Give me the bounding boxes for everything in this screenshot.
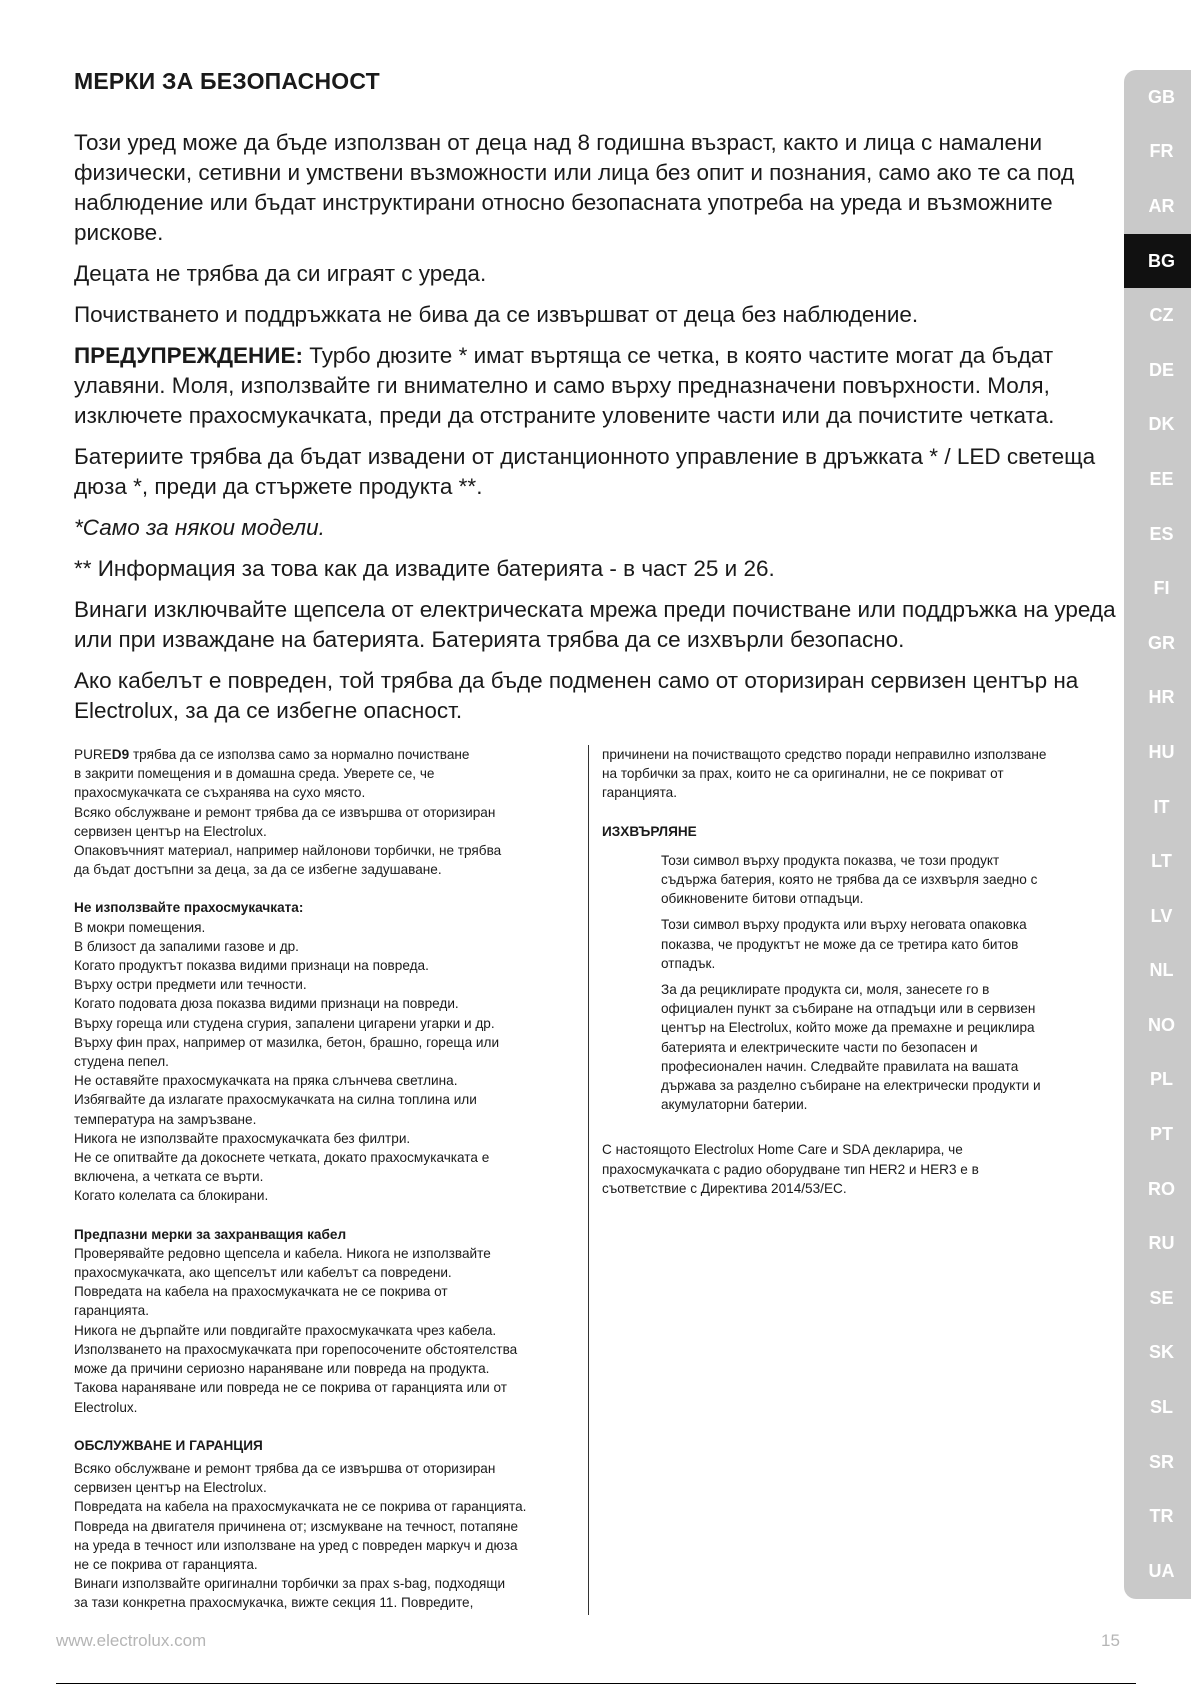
text-line: включена, а четката се върти. (74, 1169, 264, 1185)
do-not-use-list (74, 918, 579, 1206)
text-line: Повредата на кабела на прахосмукачката не се покрива от (74, 1284, 448, 1300)
language-tab-sk[interactable]: SK (1148, 1342, 1174, 1363)
text-line: не се покрива от гаранцията. (74, 1556, 258, 1572)
cable-precautions-list (74, 1244, 579, 1417)
text-line: Такова нараняване или повреда не се покрива от гаранцията или от (74, 1380, 508, 1396)
text-line: студена пепел. (74, 1054, 169, 1070)
language-tab-bg[interactable]: BG (1124, 234, 1191, 289)
page-title: МЕРКИ ЗА БЕЗОПАСНОСТ (74, 68, 380, 94)
text-line: С настоящото Electrolux Home Care и SDA декларира, че (602, 1142, 963, 1158)
text-line: обикновените битови отпадъци. (661, 891, 864, 907)
text-line: Опаковъчният материал, например найлонови торбички, не трябва (74, 843, 502, 859)
text-line: да бъдат достъпни за деца, за да се избегне задушаване. (74, 862, 442, 878)
text-line: може да причини сериозно нараняване или повреда на продукта. (74, 1361, 490, 1377)
intro-paragraph: Батериите трябва да бъдат извадени от дистанционното управление в дръжката * / LED светеща дюза *, преди да стържете продукта **. (74, 444, 1096, 499)
warning-text: Турбо дюзите * имат въртяща се четка, в която частите могат да бъдат улавяни. Моля, използвайте ги внимателно и само върху предназначени повърхности. Моля, изключете прахосмукачката, преди да отстраните уловените части или да почистите четката. (74, 343, 1055, 428)
declaration-text (602, 1140, 1102, 1198)
text-line: Повредата на кабела на прахосмукачката не се покрива от гаранцията. (74, 1499, 527, 1515)
section-heading: Не използвайте прахосмукачката: (74, 900, 304, 916)
text-line: Този символ върху продукта или върху неговата опаковка (661, 917, 1027, 933)
text-line: Всяко обслужване и ремонт трябва да се извършва от оторизиран (74, 804, 496, 820)
text-line: гаранцията. (602, 785, 677, 801)
right-column (602, 745, 1102, 1198)
models-note: *Само за някои модели. (74, 515, 325, 540)
text-line: показва, че продуктът не може да се третира като битов (661, 936, 1019, 952)
warranty-continued (602, 745, 1102, 803)
text-line: на торбички за прах, които не са оригинални, не се покриват от (602, 766, 1004, 782)
column-divider (588, 745, 589, 1615)
text-line: Използването на прахосмукачката при горепосочените обстоятелства (74, 1341, 518, 1357)
intro-paragraph: Този уред може да бъде използван от деца над 8 годишна възраст, както и лица с намалени физически, сетивни и умствени възможности или лица без опит и познания, само ако те са под наблюдение или бъдат инструктирани относно безопасната употреба на уреда и възможните рискове. (74, 130, 1075, 245)
left-column (74, 745, 579, 1613)
language-tab-ee[interactable]: EE (1149, 468, 1174, 489)
text-line: Винаги използвайте оригинални торбички за прах s-bag, подходящи (74, 1576, 506, 1592)
warning-label: ПРЕДУПРЕЖДЕНИЕ: (74, 343, 303, 368)
text-line: Никога не дърпайте или повдигайте прахосмукачката чрез кабела. (74, 1322, 497, 1338)
text-line: отпадък. (661, 955, 716, 971)
brand-model: D9 (111, 747, 130, 762)
text-line: Не оставяйте прахосмукачката на пряка слънчева светлина. (74, 1073, 458, 1089)
language-tab-ru[interactable]: RU (1148, 1233, 1175, 1254)
text-line: Всяко обслужване и ремонт трябва да се извършва от оторизиран (74, 1460, 496, 1476)
section-heading: ОБСЛУЖВАНЕ И ГАРАНЦИЯ (74, 1437, 263, 1453)
language-tab-hr[interactable]: HR (1148, 687, 1175, 708)
text-line: акумулаторни батерии. (661, 1097, 808, 1113)
intro-paragraph: Децата не трябва да си играят с уреда. (74, 261, 487, 286)
intro-paragraph: Почистването и поддръжката не бива да се извършват от деца без наблюдение. (74, 302, 919, 327)
language-tab-pt[interactable]: PT (1149, 1124, 1173, 1145)
page-number: 15 (1101, 1631, 1120, 1650)
language-tab-fr[interactable]: FR (1149, 141, 1174, 162)
text-line: Electrolux. (74, 1399, 138, 1415)
text-line-rest: трябва да се използва само за нормално почистване (129, 747, 470, 762)
section-heading: ИЗХВЪРЛЯНЕ (602, 823, 697, 839)
text-line: В близост да запалими газове и др. (74, 938, 299, 954)
language-tab-lt[interactable]: LT (1151, 851, 1172, 872)
language-tab-pl[interactable]: PL (1149, 1069, 1173, 1090)
text-line: батерията и електрическите части по безопасен и (661, 1039, 978, 1055)
text-line: Когато продуктът показва видими признаци на повреда. (74, 958, 429, 974)
language-tab-es[interactable]: ES (1149, 523, 1174, 544)
text-line: Избягвайте да излагате прахосмукачката на силна топлина или (74, 1092, 477, 1108)
text-line: Върху остри предмети или течности. (74, 977, 307, 993)
text-line (74, 745, 579, 764)
intro-paragraph: Винаги изключвайте щепсела от електрическата мрежа преди почистване или поддръжка на уреда или при изваждане на батерията. Батерията трябва да се изхвърли безопасно. (74, 597, 1116, 652)
text-line: в закрити помещения и в домашна среда. Уверете се, че (74, 766, 435, 782)
language-tab-ua[interactable]: UA (1148, 1560, 1175, 1581)
text-line: официален пункт за събиране на отпадъци или в сервизен (661, 1001, 1036, 1017)
language-tab-tr[interactable]: TR (1149, 1506, 1174, 1527)
brand-prefix: PURE (74, 747, 112, 762)
text-line: Върху гореща или студена сгурия, запалени цигарени угарки и др. (74, 1015, 495, 1031)
text-line: на уреда в течност или използване на уред с повреден маркуч и дюза (74, 1537, 518, 1553)
text-line: Повреда на двигателя причинена от; изсмукване на течност, потапяне (74, 1518, 519, 1534)
language-tab-ro[interactable]: RO (1148, 1178, 1175, 1199)
text-line: съдържа батерия, която не трябва да се изхвърля заедно с (661, 872, 1038, 888)
intro-section (74, 128, 1119, 737)
language-tab-ar[interactable]: AR (1148, 195, 1175, 216)
language-tab-lv[interactable]: LV (1150, 905, 1173, 926)
intro-paragraph: ** Информация за това как да извадите батерията - в част 25 и 26. (74, 556, 775, 581)
language-tab-no[interactable]: NO (1148, 1014, 1175, 1035)
text-line: Когато подовата дюза показва видими признаци на повреди. (74, 996, 459, 1012)
text-line: сервизен център на Electrolux. (74, 1480, 267, 1496)
language-tab-dk[interactable]: DK (1148, 414, 1175, 435)
text-line: Никога не използвайте прахосмукачката без филтри. (74, 1130, 411, 1146)
intro-paragraph: Ако кабелът е повреден, той трябва да бъде подменен само от оторизиран сервизен център на Electrolux, за да се избегне опасност. (74, 668, 1079, 723)
warning-paragraph (74, 341, 1119, 431)
language-tab-fi[interactable]: FI (1153, 578, 1170, 599)
language-tab-de[interactable]: DE (1148, 359, 1174, 380)
text-line: Този символ върху продукта показва, че този продукт (661, 852, 1000, 868)
language-tab-gr[interactable]: GR (1148, 632, 1175, 653)
language-tab-gb[interactable]: GB (1148, 86, 1175, 107)
language-tab-sl[interactable]: SL (1149, 1397, 1173, 1418)
text-line: За да рециклирате продукта си, моля, занесете го в (661, 982, 990, 998)
text-line: център на Electrolux, който може да премахне и рециклира (661, 1020, 1035, 1036)
text-line: гаранцията. (74, 1303, 149, 1319)
text-line: съответствие с Директива 2014/53/EC. (602, 1180, 847, 1196)
weee-symbol-text (661, 915, 1102, 973)
language-tab-se[interactable]: SE (1149, 1287, 1174, 1308)
footer-url[interactable]: www.electrolux.com (56, 1631, 207, 1650)
language-tab-sr[interactable]: SR (1148, 1451, 1174, 1472)
battery-symbol-text (661, 851, 1102, 909)
text-line: Не се опитвайте да докоснете четката, докато прахосмукачката е (74, 1150, 490, 1166)
text-line: сервизен център на Electrolux. (74, 823, 267, 839)
language-tab-it[interactable]: IT (1153, 796, 1170, 817)
text-line: причинени на почистващото средство поради неправилно използване (602, 747, 1047, 762)
text-line: Проверявайте редовно щепсела и кабела. Никога не използвайте (74, 1245, 491, 1261)
text-line: Когато колелата са блокирани. (74, 1188, 269, 1204)
text-line: държава за разделно събиране на електрически продукти и (661, 1078, 1041, 1094)
text-line: за тази конкретна прахосмукачка, вижте секция 11. Повредите, (74, 1595, 474, 1611)
language-tab-hu[interactable]: HU (1148, 741, 1175, 762)
language-tab-nl[interactable]: NL (1149, 960, 1174, 981)
language-tab-cz[interactable]: CZ (1149, 305, 1174, 326)
text-line: прахосмукачката, ако щепселът или кабелът са повредени. (74, 1265, 452, 1281)
text-line: професионален начин. Следвайте правилата на вашата (661, 1058, 1019, 1074)
section-heading: Предпазни мерки за захранващия кабел (74, 1226, 347, 1242)
text-line: температура на замръзване. (74, 1111, 257, 1127)
text-line: В мокри помещения. (74, 919, 206, 935)
text-line: прахосмукачката с радио оборудване тип HER2 и HER3 е в (602, 1161, 979, 1177)
text-line: Върху фин прах, например от мазилка, бетон, брашно, гореща или (74, 1034, 500, 1050)
text-line: прахосмукачката се съхранява на сухо място. (74, 785, 366, 801)
recycling-text (661, 980, 1102, 1114)
language-tabs (1124, 70, 1191, 1599)
service-warranty-list (74, 1459, 579, 1613)
